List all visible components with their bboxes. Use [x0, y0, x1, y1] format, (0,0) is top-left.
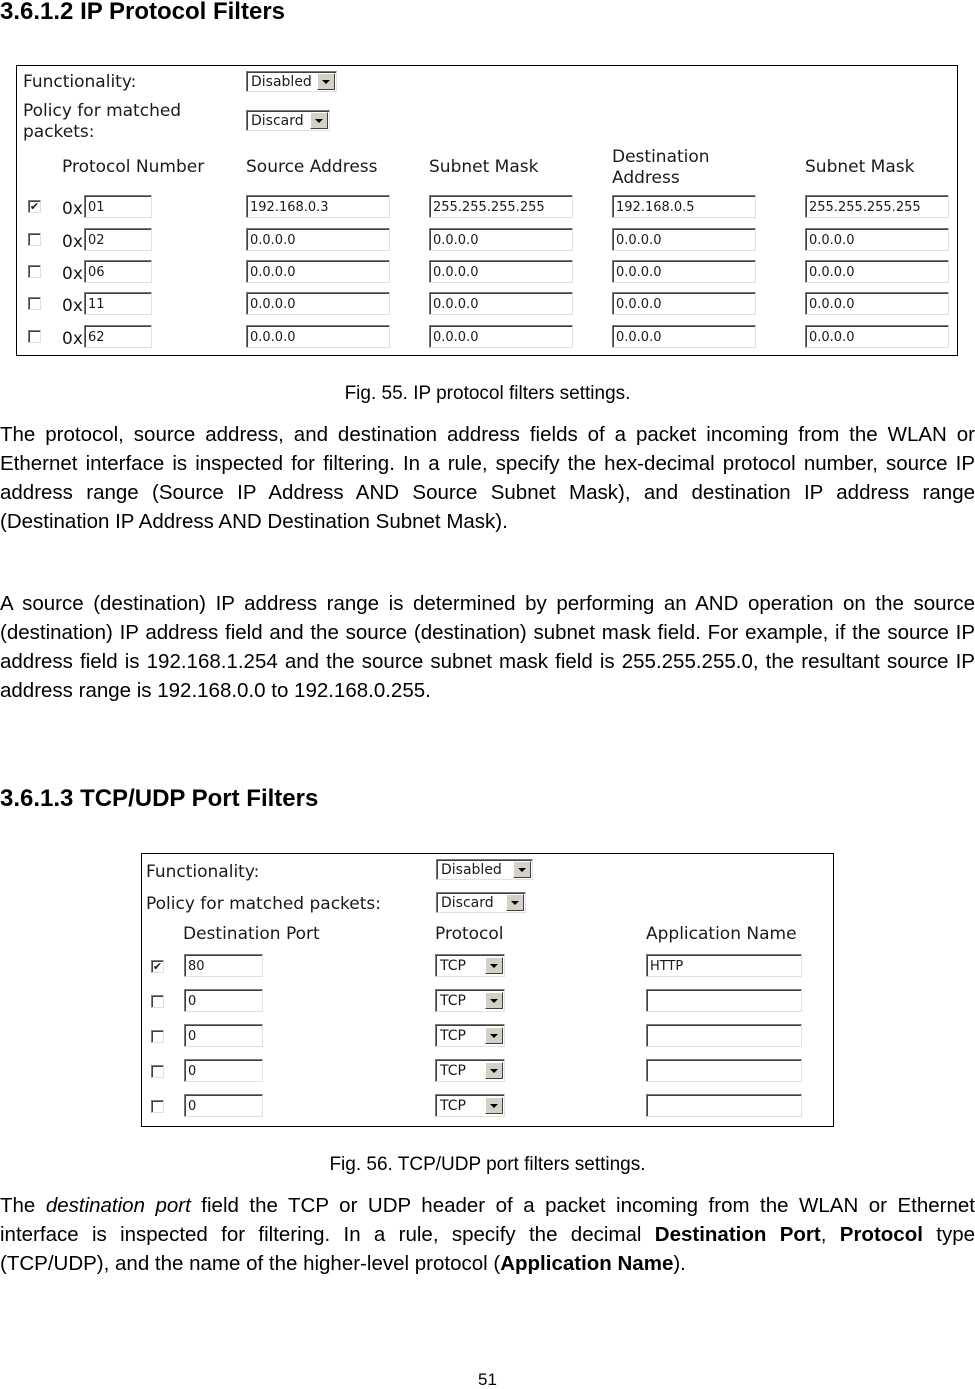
row-enable-checkbox[interactable] [28, 233, 41, 246]
header-destination-address-line1: Destination [612, 147, 710, 167]
protocol-select[interactable] [435, 1059, 505, 1082]
protocol-number-input[interactable]: 01 [84, 195, 152, 218]
protocol-number-input[interactable]: 06 [84, 260, 152, 283]
destination-address-input[interactable]: 0.0.0.0 [612, 260, 756, 283]
source-address-input[interactable]: 192.168.0.3 [246, 195, 390, 218]
policy-label-line1: Policy for matched [23, 101, 182, 121]
application-name-input[interactable] [646, 989, 802, 1012]
text-run: , [820, 1223, 840, 1246]
application-name-input[interactable] [646, 1024, 802, 1047]
application-name-input[interactable] [646, 1094, 802, 1117]
text-run: field the TCP or UDP header of a packet incoming from the WLAN or Ethernet interface is inspected for filtering. In a rule, specify the decimal [0, 1194, 975, 1246]
policy-select-value: Discard [441, 895, 494, 911]
row-enable-checkbox[interactable] [151, 1030, 164, 1043]
protocol-number-input[interactable]: 11 [84, 292, 152, 315]
destination-address-input[interactable]: 0.0.0.0 [612, 325, 756, 348]
protocol-select-value: TCP [440, 1098, 466, 1114]
protocol-select-value: TCP [440, 1028, 466, 1044]
header-destination-address-line2: Address [612, 168, 680, 188]
text-run-bold: Destination Port [654, 1223, 821, 1246]
functionality-label: Functionality: [23, 72, 137, 92]
policy-label: Policy for matched packets: [146, 894, 382, 914]
chevron-down-icon [317, 73, 335, 90]
protocol-select[interactable] [435, 1024, 505, 1047]
source-subnet-mask-input[interactable]: 255.255.255.255 [429, 195, 573, 218]
page-number: 51 [478, 1370, 497, 1389]
hex-prefix: 0x [62, 232, 83, 252]
chevron-down-icon [513, 861, 531, 878]
destination-port-input[interactable]: 0 [184, 1094, 263, 1117]
destination-subnet-mask-input[interactable]: 0.0.0.0 [805, 228, 949, 251]
source-subnet-mask-input[interactable]: 0.0.0.0 [429, 228, 573, 251]
application-name-input[interactable] [646, 1059, 802, 1082]
section-heading-tcp-udp-port-filters: 3.6.1.3 TCP/UDP Port Filters [0, 785, 319, 812]
destination-subnet-mask-input[interactable]: 0.0.0.0 [805, 292, 949, 315]
hex-prefix: 0x [62, 264, 83, 284]
source-address-input[interactable]: 0.0.0.0 [246, 292, 390, 315]
source-subnet-mask-input[interactable]: 0.0.0.0 [429, 260, 573, 283]
protocol-select-value: TCP [440, 1063, 466, 1079]
source-address-input[interactable]: 0.0.0.0 [246, 228, 390, 251]
text-run: ). [673, 1252, 686, 1275]
protocol-number-input[interactable]: 62 [84, 325, 152, 348]
section-heading-ip-protocol-filters: 3.6.1.2 IP Protocol Filters [0, 0, 285, 25]
chevron-down-icon [506, 894, 524, 911]
source-address-input[interactable]: 0.0.0.0 [246, 325, 390, 348]
row-enable-checkbox[interactable]: ✔ [152, 960, 163, 973]
destination-address-input[interactable]: 0.0.0.0 [612, 228, 756, 251]
text-run-bold: Protocol [839, 1223, 923, 1246]
text-run: type (TCP/UDP), and the name of the higher-level protocol ( [0, 1223, 975, 1275]
header-protocol: Protocol [435, 924, 504, 944]
text-run: The [0, 1194, 46, 1217]
source-subnet-mask-input[interactable]: 0.0.0.0 [429, 325, 573, 348]
destination-port-input[interactable]: 0 [184, 1059, 263, 1082]
destination-port-input[interactable]: 0 [184, 989, 263, 1012]
destination-subnet-mask-input[interactable]: 0.0.0.0 [805, 260, 949, 283]
paragraph-ip-range-example: A source (destination) IP address range is determined by performing an AND operation on the source (destination) IP address field and the source (destination) subnet mask field. For example, if the source IP address field is 192.168.1.254 and the source subnet mask field is 255.255.255.0, the resultant source IP address range is 192.168.0.0 to 192.168.0.255. [0, 592, 975, 702]
tcp-udp-port-filters-panel [141, 853, 834, 1127]
figure-caption-56: Fig. 56. TCP/UDP port filters settings. [329, 1154, 646, 1175]
header-protocol-number: Protocol Number [62, 157, 205, 177]
protocol-select-value: TCP [440, 993, 466, 1009]
chevron-down-icon [485, 1027, 503, 1044]
ip-protocol-filters-panel [16, 65, 958, 356]
destination-port-input[interactable]: 0 [184, 1024, 263, 1047]
header-application-name: Application Name [646, 924, 797, 944]
chevron-down-icon [485, 1062, 503, 1079]
policy-select[interactable] [246, 110, 330, 131]
text-run-italic: destination port [45, 1194, 191, 1217]
chevron-down-icon [485, 992, 503, 1009]
destination-port-input[interactable]: 80 [184, 954, 263, 977]
header-subnet-mask: Subnet Mask [429, 157, 539, 177]
hex-prefix: 0x [62, 296, 83, 316]
functionality-select[interactable] [436, 859, 533, 880]
figure-caption-55: Fig. 55. IP protocol filters settings. [344, 383, 631, 404]
hex-prefix: 0x [62, 199, 83, 219]
source-address-input[interactable]: 0.0.0.0 [246, 260, 390, 283]
functionality-select-value: Disabled [251, 74, 312, 90]
protocol-select-value: TCP [440, 958, 466, 974]
header-source-address: Source Address [246, 157, 378, 177]
chevron-down-icon [485, 1097, 503, 1114]
row-enable-checkbox[interactable] [28, 297, 41, 310]
protocol-number-input[interactable]: 02 [84, 228, 152, 251]
functionality-select[interactable] [246, 71, 337, 92]
protocol-select[interactable] [435, 989, 505, 1012]
paragraph-port-filter-description [0, 1191, 975, 1278]
destination-subnet-mask-input[interactable]: 255.255.255.255 [805, 195, 949, 218]
destination-address-input[interactable]: 192.168.0.5 [612, 195, 756, 218]
row-enable-checkbox[interactable] [151, 995, 164, 1008]
policy-select-value: Discard [251, 113, 304, 129]
header-destination-port: Destination Port [183, 924, 320, 944]
policy-label-line2: packets: [23, 122, 95, 142]
functionality-label: Functionality: [146, 862, 260, 882]
row-enable-checkbox[interactable]: ✔ [29, 200, 40, 213]
functionality-select-value: Disabled [441, 862, 502, 878]
row-enable-checkbox[interactable] [151, 1065, 164, 1078]
chevron-down-icon [485, 957, 503, 974]
destination-address-input[interactable]: 0.0.0.0 [612, 292, 756, 315]
header-subnet-mask-2: Subnet Mask [805, 157, 915, 177]
protocol-select[interactable] [435, 1094, 505, 1117]
application-name-input[interactable]: HTTP [646, 954, 802, 977]
protocol-select[interactable] [435, 954, 505, 977]
row-enable-checkbox[interactable] [28, 265, 41, 278]
hex-prefix: 0x [62, 329, 83, 349]
source-subnet-mask-input[interactable]: 0.0.0.0 [429, 292, 573, 315]
destination-subnet-mask-input[interactable]: 0.0.0.0 [805, 325, 949, 348]
row-enable-checkbox[interactable] [28, 330, 41, 343]
policy-select[interactable] [436, 892, 526, 913]
chevron-down-icon [310, 112, 328, 129]
text-run-bold: Application Name [500, 1252, 674, 1275]
row-enable-checkbox[interactable] [151, 1100, 164, 1113]
paragraph-ip-filter-description: The protocol, source address, and destination address fields of a packet incoming from the WLAN or Ethernet interface is inspected for filtering. In a rule, specify the hex-decimal protocol number, source IP address range (Source IP Address AND Source Subnet Mask), and destination IP address range (Destination IP Address AND Destination Subnet Mask). [0, 423, 975, 533]
